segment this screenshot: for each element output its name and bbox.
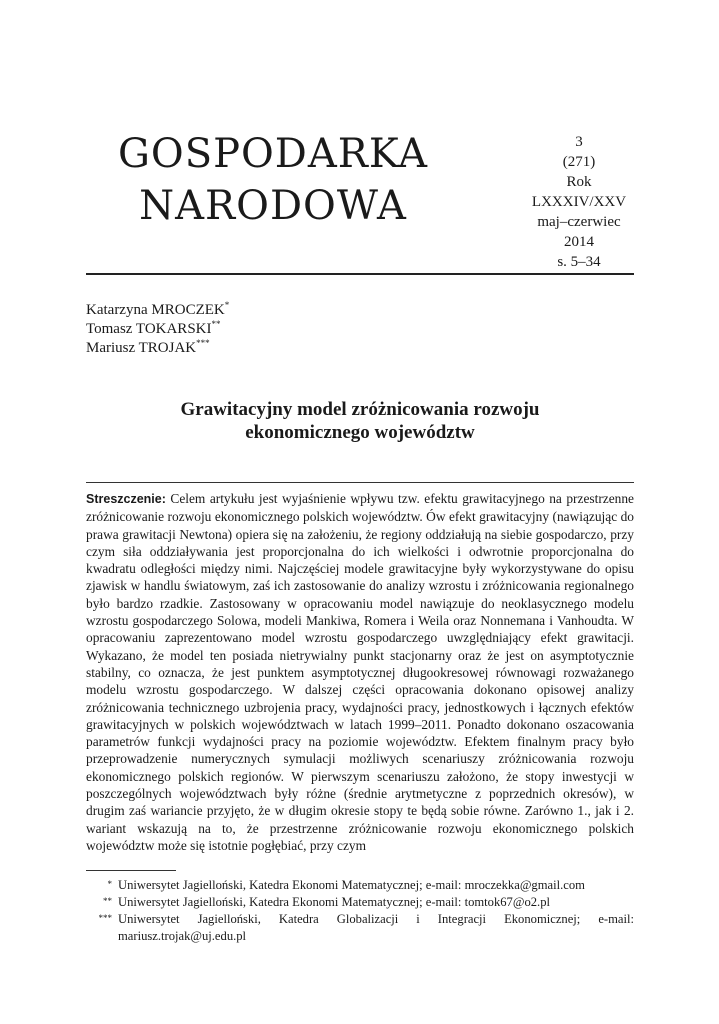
author-first-name: Katarzyna <box>86 302 148 318</box>
author <box>86 301 229 320</box>
author-list <box>86 301 229 358</box>
abstract-divider <box>86 482 634 483</box>
author-last-name: TROJAK <box>138 340 197 356</box>
issue-info <box>520 132 638 272</box>
author-footnote-mark: * <box>224 300 230 310</box>
footnote <box>86 894 634 911</box>
author-footnote-mark: *** <box>196 338 210 348</box>
author-last-name: MROCZEK <box>151 302 225 318</box>
footnote-text: Uniwersytet Jagielloński, Katedra Ekonomi Matematycznej; e-mail: mroczekka@gmail.com <box>118 878 585 892</box>
abstract-text: Celem artykułu jest wyjaśnienie wpływu tzw. efektu grawitacyjnego na przestrzenne zróżnicowanie rozwoju ekonomicznego polskich województw. Ów efekt grawitacyjny (nawiązując do prawa grawitacji Newtona) opiera się na założeniu, że regiony oddziałują na siebie gospodarczo, przy czym siła oddziaływania jest proporcjonalna do ich wielkości i odwrotnie proporcjonalna do kwadratu odległości między nimi. Najczęściej modele grawitacyjne były wykorzystywane do opisu zjawisk w handlu światowym, zaś ich zastosowanie do analizy wzrostu i zróżnicowania regionalnego było bardzo rzadkie. Zastosowany w opracowaniu model nawiązuje do neoklasycznego modelu wzrostu gospodarczego Solowa, modeli Mankiwa, Romera i Weila oraz Nonnemana i Vanhoudta. W opracowaniu zaprezentowano model wzrostu gospodarczego uwzględniający efekt grawitacji. Wykazano, że model ten posiada nietrywialny punkt stacjonarny oraz że jest on asymptotycznie stabilny, co oznacza, że jest punktem asymptotycznej długookresowej równowagi rozważanego modelu wzrostu gospodarczego. W dalszej części opracowania dokonano opisowej analizy zróżnicowania technicznego uzbrojenia pracy, wydajności pracy, jednostkowych i łącznych efektów grawitacyjnych w polskich województwach w latach 1999–2011. Ponadto dokonano oszacowania parametrów funkcji wydajności pracy na poziomie województw. Efektem finalnym pracy było przeprowadzenie numerycznych symulacji możliwych scenariuszy zróżnicowania rozwoju ekonomicznego polskich regionów. W pierwszym scenariuszu założono, że stopy inwestycji w poszczególnych województwach były różne (średnie arytmetyczne z poprzednich okresów), w drugim zaś wariancie przyjęto, że w długim okresie stopy te będą sobie równe. Zarówno 1., jak i 2. wariant wskazują na to, że przestrzenne zróżnicowanie rozwoju ekonomicznego polskich województw może się istotnie pogłębiać, przy czym <box>86 491 634 853</box>
footnote-mark: * <box>107 879 112 889</box>
author <box>86 320 229 339</box>
issue-number: 3 <box>575 134 583 150</box>
author <box>86 339 229 358</box>
author-footnote-mark: ** <box>211 319 221 329</box>
footnote-text: Uniwersytet Jagielloński, Katedra Globalizacji i Integracji Ekonomicznej; e-mail: mariusz.trojak@uj.edu.pl <box>118 912 634 943</box>
article-title-line1: Grawitacyjny model zróżnicowania rozwoju <box>180 399 540 420</box>
journal-title <box>88 128 458 232</box>
issue-pages: s. 5–34 <box>557 254 601 270</box>
footnote-text: Uniwersytet Jagielloński, Katedra Ekonomi Matematycznej; e-mail: tomtok67@o2.pl <box>118 895 550 909</box>
header-divider <box>86 273 634 275</box>
footnotes <box>86 877 634 945</box>
author-first-name: Mariusz <box>86 340 136 356</box>
article-title <box>86 398 634 444</box>
issue-cumulative: (271) <box>562 154 596 170</box>
issue-months: maj–czerwiec <box>537 214 621 230</box>
journal-title-line1: GOSPODARKA <box>117 131 429 177</box>
abstract-label: Streszczenie: <box>86 492 166 506</box>
footnote <box>86 911 634 945</box>
author-last-name: TOKARSKI <box>135 321 212 337</box>
article-title-line2: ekonomicznego województw <box>245 422 475 443</box>
author-first-name: Tomasz <box>86 321 133 337</box>
journal-title-line2: NARODOWA <box>139 183 407 229</box>
footnote-divider <box>86 870 176 871</box>
abstract <box>86 490 634 854</box>
issue-year: Rok LXXXIV/XXV <box>531 174 627 210</box>
footnote-mark: *** <box>98 913 112 923</box>
footnote-mark: ** <box>103 896 112 906</box>
issue-pub-year: 2014 <box>564 234 594 250</box>
footnote <box>86 877 634 894</box>
